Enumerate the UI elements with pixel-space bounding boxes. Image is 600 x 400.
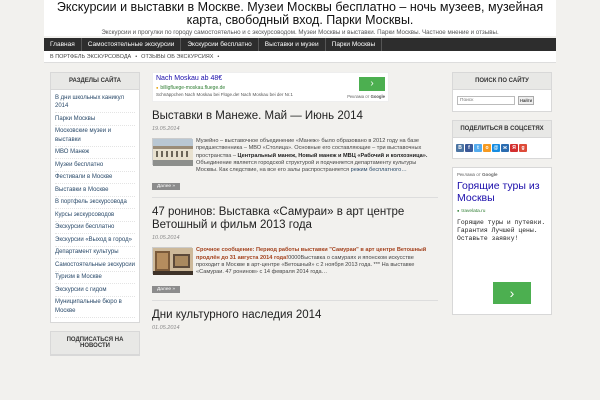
subscribe-widget — [50, 331, 140, 356]
read-more-button[interactable]: Далее » — [152, 286, 180, 293]
share-icons — [453, 138, 551, 158]
sidebar-ad-url[interactable]: ● travelata.ru — [457, 208, 547, 214]
nav-item-exhibitions[interactable]: Выставки и музеи — [259, 38, 326, 51]
top-ad-url[interactable]: ● billigfluege-moskau.fluege.de — [156, 85, 225, 91]
google-plus-icon[interactable]: g — [519, 144, 527, 152]
post-inline-more-link[interactable]: режим бесплатного… — [350, 167, 407, 174]
sidebar-item-self-guided[interactable]: Самостоятельные экскурсии — [55, 259, 135, 272]
sidebar-item-guide-portfolio[interactable]: В портфель экскурсовода — [55, 197, 135, 210]
post — [150, 110, 440, 198]
sidebar-item-manege[interactable]: МВО Манеж — [55, 147, 135, 160]
sub-nav-reviews[interactable]: ОТЗЫВЫ ОБ ЭКСКУРСИЯХ — [141, 53, 214, 60]
search-button[interactable]: Найти — [518, 96, 534, 105]
sidebar-ad-arrow-button[interactable]: › — [493, 282, 531, 304]
post-thumbnail[interactable] — [152, 138, 192, 165]
post-body — [152, 138, 438, 174]
sidebar-item-municipal-bureaus[interactable]: Муниципальные бюро в Москве — [55, 297, 135, 318]
post-thumbnail[interactable] — [152, 247, 192, 274]
sidebar-item-exhibitions[interactable]: Выставки в Москве — [55, 184, 135, 197]
sub-nav-separator: • — [217, 53, 220, 60]
sidebar-ad-title[interactable]: Горящие туры из Москвы — [457, 180, 540, 204]
sub-nav-separator: • — [135, 53, 138, 60]
vk-icon[interactable]: В — [456, 144, 464, 152]
yandex-icon[interactable]: Я — [510, 144, 518, 152]
top-ad-arrow-button[interactable]: › — [359, 77, 385, 91]
sidebar-item-city-tours[interactable]: Экскурсии «Выход в город» — [55, 234, 135, 247]
sections-list — [51, 90, 139, 322]
top-ad-text: Schnäppchen Nach Moskau bei Flüge.de! Nach Moskau bei der Nr.1 — [156, 92, 293, 97]
subscribe-widget-title: ПОДПИСАТЬСЯ НА НОВОСТИ — [51, 332, 139, 355]
site-header — [44, 0, 556, 36]
site-description: Экскурсии и прогулки по городу самостоятельно и с экскурсоводом. Музеи Москвы и выставки. Парки Москвы. Частное мнение и отзывы. — [101, 29, 499, 36]
twitter-icon[interactable]: t — [474, 144, 482, 152]
post-excerpt: Музейно – выставочное объединение «Манеж» было образовано в 2012 году на базе предшественника – МВО «Столица». Основные его составляющие – три выставочных пространства – Центральный манеж, Новый манеж и МВЦ «Рабочий и колхозница». Объединение является городской структурой и подчиняется департаменту культуры Москвы. Как следствие, на все его залы распространяется режим бесплатного… — [196, 138, 428, 174]
share-widget-title: ПОДЕЛИТЬСЯ В СОЦСЕТЯХ — [453, 121, 551, 138]
sub-nav-guide-portfolio[interactable]: В ПОРТФЕЛЬ ЭКСКУРСОВОДА — [50, 53, 132, 60]
top-ad[interactable] — [152, 72, 389, 102]
sidebar-item-free-tours[interactable]: Экскурсии бесплатно — [55, 222, 135, 235]
sidebar-item-tourism[interactable]: Туризм в Москве — [55, 272, 135, 285]
post-title[interactable]: Выставки в Манеже. Май — Июнь 2014 — [152, 110, 363, 122]
sections-widget — [50, 72, 140, 323]
sidebar-item-guided-tours[interactable]: Экскурсии с гидом — [55, 284, 135, 297]
post-date: 01.05.2014 — [152, 324, 180, 331]
nav-item-home[interactable]: Главная — [44, 38, 82, 51]
sections-widget-title: РАЗДЕЛЫ САЙТА — [51, 73, 139, 90]
sub-nav — [44, 51, 556, 63]
sidebar-item-parks[interactable]: Парки Москвы — [55, 113, 135, 126]
livejournal-icon[interactable]: ж — [501, 144, 509, 152]
post-date: 19.05.2014 — [152, 126, 180, 132]
post-title[interactable]: Дни культурного наследия 2014 — [152, 308, 322, 321]
sidebar-left — [50, 72, 140, 364]
post-divider — [152, 197, 438, 198]
search-input[interactable] — [457, 96, 515, 105]
top-ad-title[interactable]: Nach Moskau ab 48€ — [156, 75, 223, 82]
site-title[interactable]: Экскурсии и выставки в Москве. Музеи Москвы бесплатно – ночь музеев, музейная карта, свободный вход. Парки Москвы. — [56, 0, 544, 27]
post-excerpt: Срочное сообщение: Период работы выставки "Самураи" в арт центре Ветошный продлён до 31 августа 2014 года!0000Выставка о самураях и японском искусстве проходит в Москве в арт-центре «Ветошный» с 2 ноября 2013 года. *** На выставке «Самураи. 47 ронинов» с 14 февраля 2014 года… — [196, 247, 427, 276]
sidebar-right — [452, 72, 552, 315]
nav-item-self-guided-tours[interactable]: Самостоятельные экскурсии — [82, 38, 182, 51]
odnoklassniki-icon[interactable]: о — [483, 144, 491, 152]
sidebar-ad[interactable] — [452, 167, 552, 315]
post — [150, 206, 440, 300]
search-form — [453, 90, 551, 111]
nav-item-free-tours[interactable]: Экскурсии бесплатно — [181, 38, 258, 51]
nav-item-parks[interactable]: Парки Москвы — [326, 38, 383, 51]
google-logo-text: Google — [482, 172, 498, 177]
mailru-icon[interactable]: @ — [493, 145, 499, 151]
sidebar-item-guide-courses[interactable]: Курсы экскурсоводов — [55, 209, 135, 222]
sidebar-ad-text: Горящие туры и путевки. Гарантия Лучшей цены. Оставьте заявку! — [457, 219, 546, 243]
post — [150, 309, 440, 331]
search-widget — [452, 72, 552, 112]
search-widget-title: ПОИСК ПО САЙТУ — [453, 73, 551, 90]
sidebar-ad-label: Реклама от Google — [457, 172, 498, 177]
share-widget — [452, 120, 552, 159]
read-more-button[interactable]: Далее » — [152, 183, 180, 190]
sidebar-item-culture-dept[interactable]: Департамент культуры — [55, 247, 135, 260]
top-ad-label: Реклама от Google — [347, 94, 385, 99]
post-date: 10.05.2014 — [152, 235, 180, 242]
main-nav — [44, 38, 556, 51]
post-body — [152, 247, 438, 276]
main-content — [150, 72, 440, 400]
facebook-icon[interactable]: f — [465, 144, 473, 152]
google-logo-text: Google — [370, 94, 385, 99]
sidebar-item-free-museums[interactable]: Музеи бесплатно — [55, 159, 135, 172]
post-title[interactable]: 47 ронинов: Выставка «Самураи» в арт центре Ветошный и фильм 2013 года — [152, 206, 405, 232]
sidebar-item-school-holidays[interactable]: В дни школьных каникул 2014 — [55, 92, 135, 113]
sidebar-item-festivals[interactable]: Фестивали в Москве — [55, 172, 135, 185]
post-divider — [152, 300, 438, 301]
sidebar-item-museums[interactable]: Московские музеи и выставки — [55, 126, 135, 147]
